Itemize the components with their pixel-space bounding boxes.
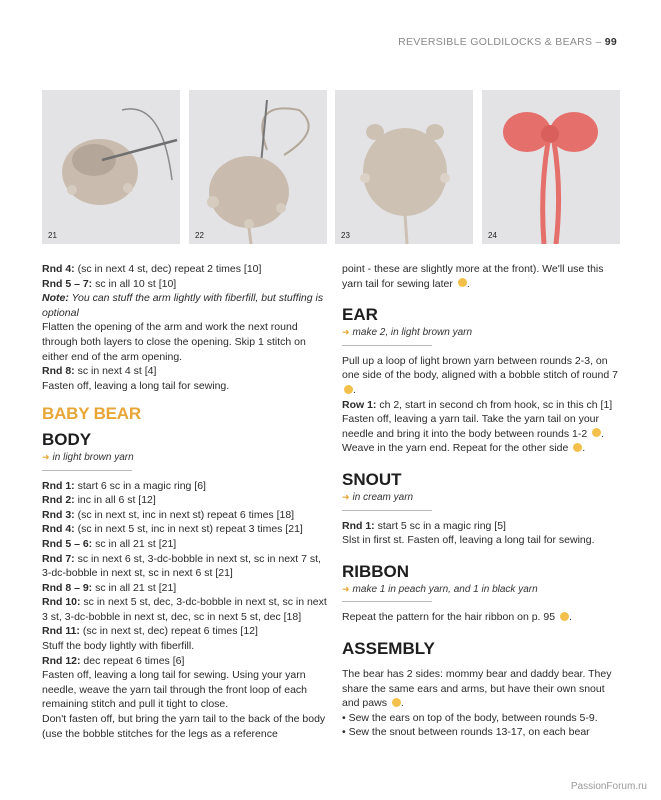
photo-reference-icon [560, 612, 569, 621]
photo-24-illustration [482, 90, 620, 244]
pattern-line: Repeat the pattern for the hair ribbon on p. 95 . [342, 611, 572, 624]
photo-number: 24 [488, 231, 497, 240]
photo-strip [42, 90, 620, 244]
page-number: 99 [604, 36, 617, 48]
pattern-line: Rnd 3: (sc in next st, inc in next st) repeat 6 times [18] [42, 508, 295, 521]
ear-section [342, 305, 622, 456]
pattern-line: Don't fasten off, but bring the yarn tail to the back of the body (use the bobble stitches for the legs as a reference [42, 713, 326, 740]
arrow-icon: ➜ [342, 491, 350, 502]
pattern-line: Rnd 7: sc in next 6 st, 3-dc-bobble in next st, sc in next 7 st, 3-dc-bobble in next st, sc in next 6 st [21] [42, 552, 321, 580]
watermark: PassionForum.ru [570, 781, 647, 792]
baby-bear-heading: BABY BEAR [42, 404, 141, 424]
pattern-line: Fasten off, leaving a yarn tail. Take the yarn tail on your needle and bring it into the body between rounds 1-2 . Weave in the yarn end. Repeat for the other side . [342, 413, 605, 455]
snout-subtitle: ➜ in cream yarn [342, 490, 432, 511]
pattern-line: The bear has 2 sides: mommy bear and daddy bear. They share the same ears and arms, but have their own snout and paws . [342, 667, 612, 710]
ear-heading: EAR [342, 305, 378, 325]
photo-reference-icon [573, 443, 582, 452]
photo-21 [42, 90, 180, 244]
arrow-icon: ➜ [342, 327, 350, 338]
pattern-line: Row 1: ch 2, start in second ch from hook, sc in this ch [1] [342, 398, 613, 411]
pattern-line: Slst in first st. Fasten off, leaving a long tail for sewing. [342, 534, 595, 547]
body-subtitle: ➜ in light brown yarn [42, 450, 132, 471]
pattern-line: Rnd 8 – 9: sc in all 21 st [21] [42, 581, 177, 594]
pattern-line: Rnd 10: sc in next 5 st, dec, 3-dc-bobble in next st, sc in next 3 st, 3-dc-bobble in next st, dec, sc in next 5 st, dec [18] [42, 596, 327, 623]
photo-reference-icon [344, 385, 353, 394]
left-column [42, 262, 332, 741]
photo-24 [482, 90, 620, 244]
running-header [398, 36, 617, 48]
photo-reference-icon [392, 698, 401, 707]
photo-23 [335, 90, 473, 244]
photo-21-illustration [42, 90, 180, 244]
pattern-line: Stuff the body lightly with fiberfill. [42, 640, 195, 653]
pattern-line: Pull up a loop of light brown yarn between rounds 2-3, on one side of the body, aligned with a bobble stitch of round 7 . [342, 354, 618, 396]
bullet-item: • Sew the ears on top of the body, between rounds 5-9. [342, 711, 598, 724]
ribbon-heading: RIBBON [342, 561, 410, 581]
pattern-line: Fasten off, leaving a long tail for sewing. [42, 379, 230, 392]
ribbon-section [342, 562, 622, 625]
note: Note: You can stuff the arm lightly with fiberfill, but stuffing is optional [42, 292, 324, 319]
pattern-line: Rnd 5 – 7: sc in all 10 st [10] [42, 277, 177, 290]
pattern-line: Rnd 5 – 6: sc in all 21 st [21] [42, 537, 177, 550]
running-header-title: REVERSIBLE GOLDILOCKS & BEARS – [398, 36, 602, 48]
photo-number: 22 [195, 231, 204, 240]
ear-subtitle: ➜ make 2, in light brown yarn [342, 325, 432, 346]
arrow-icon: ➜ [342, 583, 350, 594]
pattern-line: Rnd 1: start 5 sc in a magic ring [5] [342, 519, 506, 532]
photo-reference-icon [592, 428, 601, 437]
pattern-line: Rnd 4: (sc in next 4 st, dec) repeat 2 times [10] [42, 263, 262, 275]
pattern-line: Rnd 1: start 6 sc in a magic ring [6] [42, 479, 206, 492]
pattern-line: Rnd 8: sc in next 4 st [4] [42, 365, 157, 378]
snout-heading: SNOUT [342, 469, 402, 489]
bullet-item: • Sew the snout between rounds 13-17, on each bear [342, 726, 590, 739]
photo-23-illustration [335, 90, 473, 244]
photo-reference-icon [458, 278, 467, 287]
arrow-icon: ➜ [42, 451, 50, 462]
pattern-line: Rnd 4: (sc in next 5 st, inc in next st) repeat 3 times [21] [42, 523, 303, 536]
continued-text: point - these are slightly more at the front). We'll use this yarn tail for sewing later . [342, 263, 604, 290]
pattern-line: Fasten off, leaving a long tail for sewing. Using your yarn needle, weave the yarn tail through the front loop of each remaining stitch and pull it tight to close. [42, 669, 308, 711]
photo-22 [189, 90, 327, 244]
snout-section [342, 470, 622, 548]
assembly-heading: ASSEMBLY [342, 638, 435, 658]
photo-number: 21 [48, 231, 57, 240]
photo-22-illustration [189, 90, 327, 244]
pattern-line: Rnd 12: dec repeat 6 times [6] [42, 654, 185, 667]
ribbon-subtitle: ➜ make 1 in peach yarn, and 1 in black yarn [342, 582, 432, 603]
pattern-line: Rnd 2: inc in all 6 st [12] [42, 494, 156, 507]
photo-number: 23 [341, 231, 350, 240]
pattern-line: Rnd 11: (sc in next st, dec) repeat 6 times [12] [42, 625, 258, 638]
assembly-section [342, 639, 622, 740]
pattern-line: Flatten the opening of the arm and work the next round through both layers to close the opening. Skip 1 stitch on either end of the arm opening. [42, 321, 306, 363]
body-heading: BODY [42, 429, 92, 449]
right-column [342, 262, 622, 740]
